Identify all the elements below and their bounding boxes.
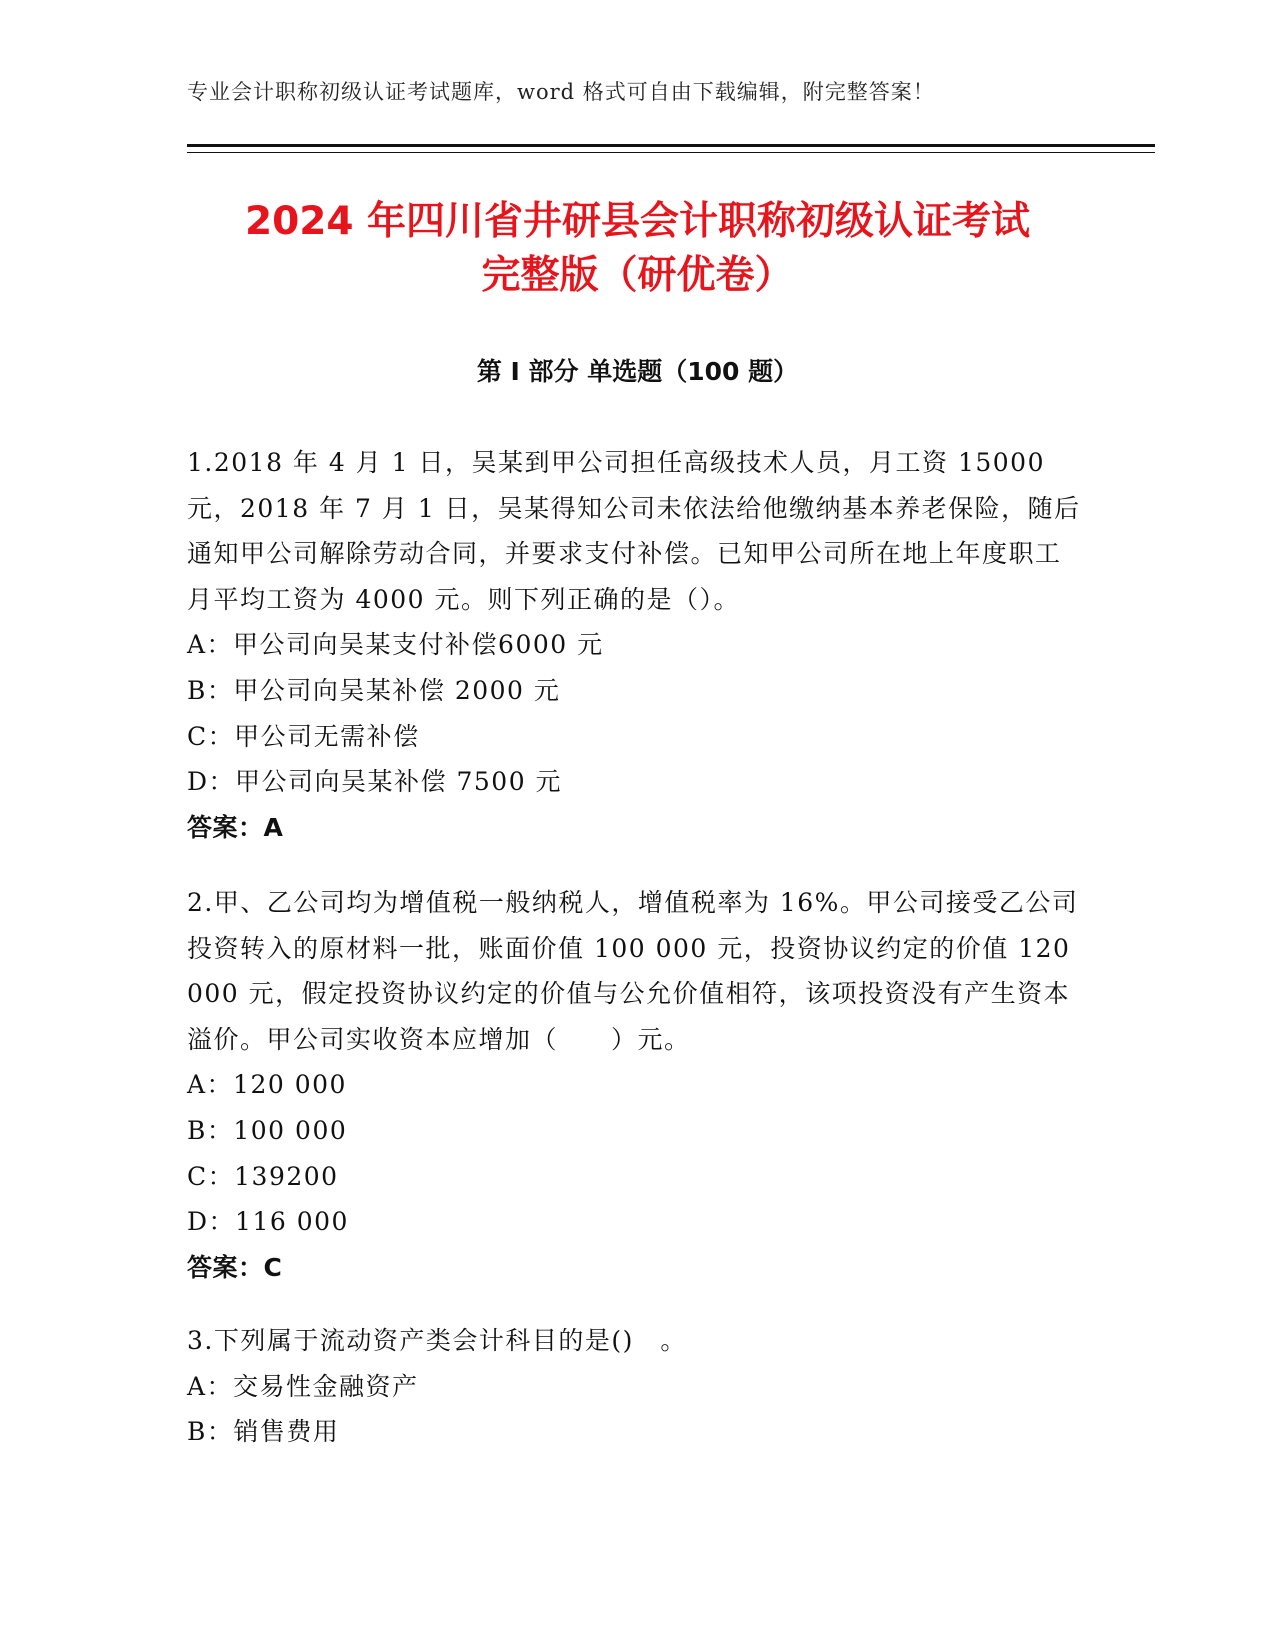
option-a: A：120 000 (187, 1070, 347, 1100)
question-2 (187, 880, 1087, 1290)
header-rule-thin (187, 152, 1155, 153)
option-b: B：销售费用 (187, 1417, 340, 1447)
option-a: A：交易性金融资产 (187, 1371, 419, 1401)
question-1 (187, 440, 1087, 850)
option-a: A：甲公司向吴某支付补偿6000 元 (187, 630, 604, 660)
option-c: C：139200 (187, 1161, 339, 1191)
question-stem: 1.2018 年 4 月 1 日，吴某到甲公司担任高级技术人员，月工资 15000 元，2018 年 7 月 1 日，吴某得知公司未依法给他缴纳基本养老保险，随后通知甲公司解除劳动合同，并要求支付补偿。已知甲公司所在地上年度职工月平均工资为 4000 元。则下列正确的是（）。 (187, 448, 1081, 614)
section-heading: 第 I 部分 单选题（100 题） (476, 357, 799, 386)
answer: 答案：A (187, 812, 284, 842)
header-rule-thick (187, 144, 1155, 147)
question-stem: 3.下列属于流动资产类会计科目的是() 。 (187, 1326, 687, 1355)
option-d: D：116 000 (187, 1207, 349, 1237)
question-stem: 2.甲、乙公司均为增值税一般纳税人，增值税率为 16%。甲公司接受乙公司投资转入的原材料一批，账面价值 100 000 元，投资协议约定的价值 120 000 元，假定投资协议约定的价值与公允价值相符，该项投资没有产生资本溢价。甲公司实收资本应增加（ ）元。 (187, 888, 1079, 1054)
title-line-2: 完整版（研优卷） (481, 253, 794, 298)
question-3 (187, 1318, 1087, 1455)
title-line-1: 2024 年四川省井研县会计职称初级认证考试 (244, 199, 1031, 244)
option-d: D：甲公司向吴某补偿 7500 元 (187, 767, 563, 797)
option-c: C：甲公司无需补偿 (187, 721, 420, 751)
option-b: B：100 000 (187, 1115, 348, 1145)
header-note: 专业会计职称初级认证考试题库，word 格式可自由下载编辑，附完整答案！ (187, 80, 935, 104)
answer: 答案：C (187, 1252, 283, 1282)
document-title (130, 195, 1145, 303)
option-b: B：甲公司向吴某补偿 2000 元 (187, 675, 561, 705)
